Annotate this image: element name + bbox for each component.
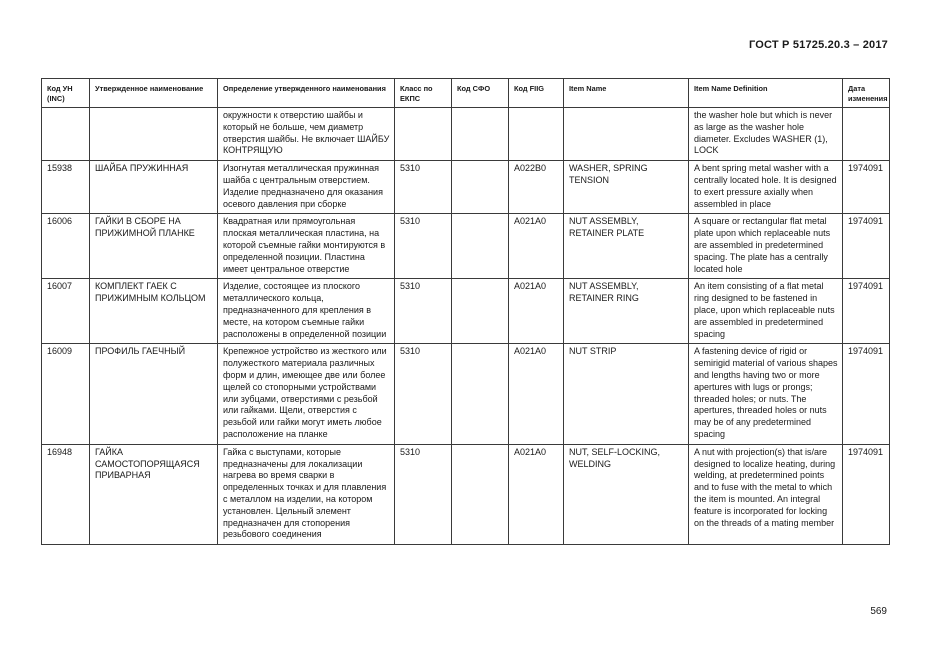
cell-inc: 16006 <box>42 214 90 279</box>
cell-item-definition: the washer hole but which is never as large as the washer hole diameter. Excludes WASHER (1), LOCK <box>689 108 843 161</box>
cell-approved-name: КОМПЛЕКТ ГАЕК С ПРИЖИМНЫМ КОЛЬЦОМ <box>90 279 218 344</box>
cell-item-definition: A bent spring metal washer with a centrally located hole. It is designed to exert pressure axially when assembled in place <box>689 161 843 214</box>
cell-definition: Квадратная или прямоугольная плоская металлическая пластина, на которой съемные гайки монтируются в определенной позиции. Пластина имеет центральное отверстие <box>218 214 395 279</box>
cell-change-date: 1974091 <box>843 214 890 279</box>
col-header-fiig-code: Код FIIG <box>509 79 564 108</box>
cell-ekps-class: 5310 <box>395 344 452 444</box>
cell-sfo-code <box>452 444 509 544</box>
cell-item-definition: A nut with projection(s) that is/are designed to localize heating, during welding, at predetermined points and to fuse with the metal to which the item is mounted. An integral feature is incorporated for locking on the threads of a mating member <box>689 444 843 544</box>
cell-item-definition: A square or rectangular flat metal plate upon which replaceable nuts are assembled in predetermined spacing. The plate has a centrally located hole <box>689 214 843 279</box>
cell-fiig-code: A022B0 <box>509 161 564 214</box>
cell-change-date: 1974091 <box>843 444 890 544</box>
cell-approved-name: ПРОФИЛЬ ГАЕЧНЫЙ <box>90 344 218 444</box>
cell-inc: 15938 <box>42 161 90 214</box>
cell-sfo-code <box>452 108 509 161</box>
cell-ekps-class: 5310 <box>395 161 452 214</box>
cell-change-date: 1974091 <box>843 344 890 444</box>
col-header-ekps-class: Класс по ЕКПС <box>395 79 452 108</box>
cell-item-name: NUT, SELF-LOCKING, WELDING <box>564 444 689 544</box>
col-header-definition: Определение утвержденного наименования <box>218 79 395 108</box>
cell-definition: окружности к отверстию шайбы и который не больше, чем диаметр отверстия шайбы. Не включает ШАЙБУ КОНТРЯЩУЮ <box>218 108 395 161</box>
cell-sfo-code <box>452 161 509 214</box>
cell-ekps-class: 5310 <box>395 444 452 544</box>
page-number: 569 <box>870 606 887 617</box>
col-header-item-name: Item Name <box>564 79 689 108</box>
document-header: ГОСТ Р 51725.20.3 – 2017 <box>748 39 888 51</box>
cell-fiig-code <box>509 108 564 161</box>
nomenclature-table <box>41 78 890 545</box>
cell-approved-name: ГАЙКИ В СБОРЕ НА ПРИЖИМНОЙ ПЛАНКЕ <box>90 214 218 279</box>
cell-item-name <box>564 108 689 161</box>
cell-change-date: 1974091 <box>843 279 890 344</box>
cell-sfo-code <box>452 214 509 279</box>
cell-definition: Крепежное устройство из жесткого или полужесткого материала различных форм и длин, имеющее две или более щелей со стопорными устройствами или зубцами, отверстиями с резьбой или гайками. Щели, отверстия с резьбой или гайки могут иметь любое расположение на планке <box>218 344 395 444</box>
table-row <box>42 344 890 444</box>
cell-fiig-code: A021A0 <box>509 344 564 444</box>
cell-fiig-code: A021A0 <box>509 444 564 544</box>
cell-item-name: NUT STRIP <box>564 344 689 444</box>
cell-inc: 16009 <box>42 344 90 444</box>
cell-definition: Изогнутая металлическая пружинная шайба с центральным отверстием. Изделие предназначено для оказания осевого давления при сборке <box>218 161 395 214</box>
cell-inc: 16007 <box>42 279 90 344</box>
cell-approved-name: ГАЙКА САМОСТОПОРЯЩАЯСЯ ПРИВАРНАЯ <box>90 444 218 544</box>
cell-definition: Гайка с выступами, которые предназначены для локализации нагрева во время сварки в определенных точках и для плавления с металлом на изделии, на котором установлен. Цельный элемент предназначен для стопорения резьбового соединения <box>218 444 395 544</box>
header-row <box>42 79 890 108</box>
cell-approved-name <box>90 108 218 161</box>
table-row <box>42 279 890 344</box>
cell-definition: Изделие, состоящее из плоского металлического кольца, предназначенного для крепления в месте, на котором съемные гайки расположены в определенной позиции <box>218 279 395 344</box>
col-header-approved-name: Утвержденное наименование <box>90 79 218 108</box>
table-row-continued <box>42 108 890 161</box>
cell-item-definition: A fastening device of rigid or semirigid material of various shapes and lengths having two or more apertures with lugs or prongs; threaded holes; or nuts. The apertures, threaded holes or nuts may be of any predetermined spacing <box>689 344 843 444</box>
table-row <box>42 214 890 279</box>
col-header-change-date: Дата изменения <box>843 79 890 108</box>
cell-fiig-code: A021A0 <box>509 214 564 279</box>
cell-sfo-code <box>452 344 509 444</box>
cell-ekps-class: 5310 <box>395 214 452 279</box>
cell-ekps-class <box>395 108 452 161</box>
col-header-sfo-code: Код СФО <box>452 79 509 108</box>
cell-change-date: 1974091 <box>843 161 890 214</box>
cell-item-name: WASHER, SPRING TENSION <box>564 161 689 214</box>
cell-fiig-code: A021A0 <box>509 279 564 344</box>
table-row <box>42 161 890 214</box>
cell-sfo-code <box>452 279 509 344</box>
cell-approved-name: ШАЙБА ПРУЖИННАЯ <box>90 161 218 214</box>
cell-inc <box>42 108 90 161</box>
cell-item-name: NUT ASSEMBLY, RETAINER RING <box>564 279 689 344</box>
table-row <box>42 444 890 544</box>
cell-item-definition: An item consisting of a flat metal ring designed to be fastened in place, upon which replaceable nuts are assembled in predetermined spacing <box>689 279 843 344</box>
cell-item-name: NUT ASSEMBLY, RETAINER PLATE <box>564 214 689 279</box>
cell-change-date <box>843 108 890 161</box>
col-header-item-name-definition: Item Name Definition <box>689 79 843 108</box>
cell-inc: 16948 <box>42 444 90 544</box>
cell-ekps-class: 5310 <box>395 279 452 344</box>
col-header-inc: Код УН (INC) <box>42 79 90 108</box>
